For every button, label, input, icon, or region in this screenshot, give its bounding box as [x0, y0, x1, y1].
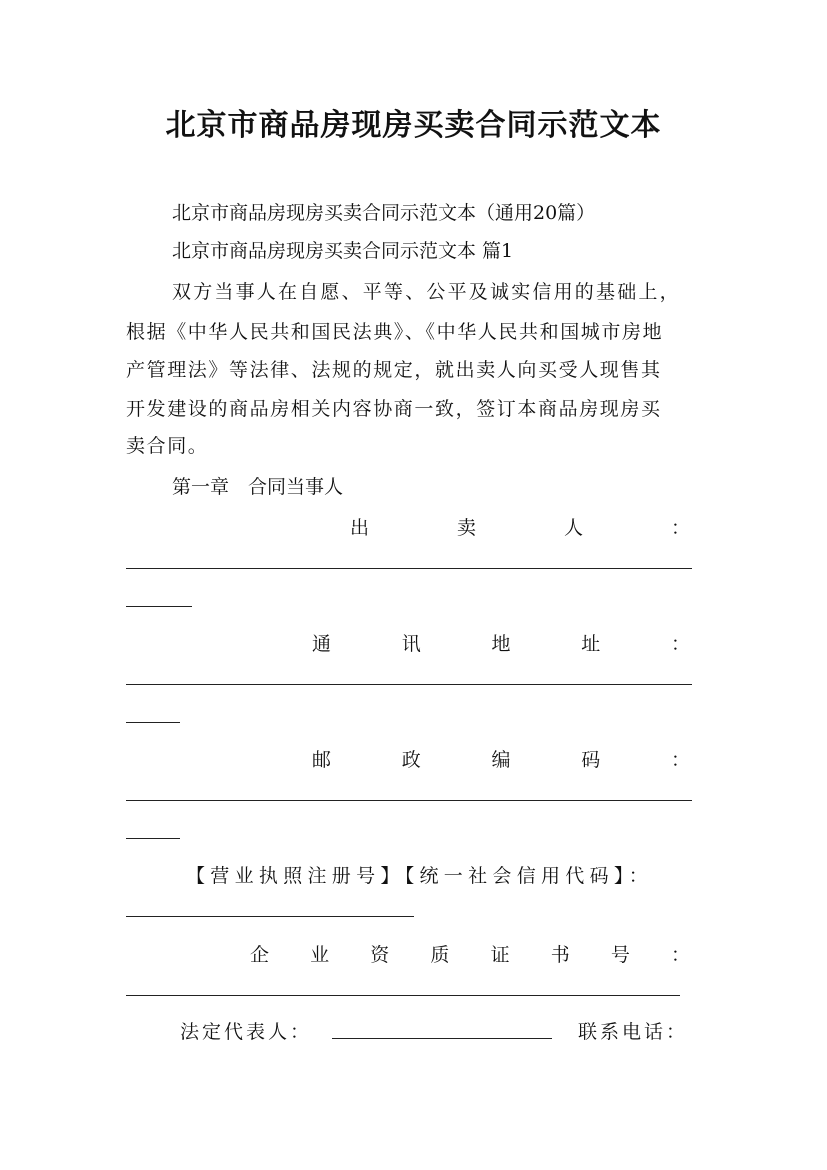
postcode-label [312, 745, 690, 772]
intro-line-2: 根据《中华人民共和国民法典》、《中华人民共和国城市房地 [126, 321, 664, 343]
intro-line-4: 开发建设的商品房相关内容协商一致，签订本商品房现房买 [126, 398, 662, 420]
intro-line-3: 产管理法》等法律、法规的规定，就出卖人向买受人现售其 [126, 359, 662, 381]
seller-blank-line-1 [126, 568, 692, 569]
qualification-blank-line [126, 995, 680, 996]
address-colon: ： [670, 633, 690, 655]
seller-char-2: 卖 [456, 517, 476, 539]
qualification-colon: ： [670, 944, 690, 966]
address-char-1: 通 [312, 633, 332, 655]
qualification-char-5: 证 [490, 944, 510, 966]
qualification-char-6: 书 [550, 944, 570, 966]
address-label [312, 629, 690, 656]
seller-colon: ： [670, 517, 690, 539]
seller-char-1: 出 [350, 517, 370, 539]
qualification-char-7: 号 [610, 944, 630, 966]
qualification-char-4: 质 [430, 944, 450, 966]
license-label: 【营业执照注册号】【统一社会信用代码】： [186, 865, 654, 887]
document-title: 北京市商品房现房买卖合同示范文本 [165, 108, 662, 143]
qualification-char-3: 资 [370, 944, 390, 966]
seller-blank-line-2 [126, 606, 192, 607]
postcode-char-1: 邮 [312, 749, 332, 771]
address-blank-line-2 [126, 722, 180, 723]
qualification-char-1: 企 [250, 944, 270, 966]
postcode-char-2: 政 [401, 749, 421, 771]
postcode-blank-line-1 [126, 800, 692, 801]
address-char-2: 讯 [401, 633, 421, 655]
seller-char-3: 人 [563, 517, 583, 539]
intro-line-5: 卖合同。 [126, 435, 209, 457]
part-heading: 北京市商品房现房买卖合同示范文本 篇1 [172, 240, 514, 262]
license-blank-line [126, 916, 414, 917]
postcode-colon: ： [670, 749, 690, 771]
phone-label: 联系电话： [578, 1021, 689, 1043]
intro-line-1: 双方当事人在自愿、平等、公平及诚实信用的基础上， [172, 281, 681, 303]
legal-rep-blank-line [332, 1038, 552, 1039]
postcode-char-3: 编 [491, 749, 511, 771]
address-char-3: 地 [491, 633, 511, 655]
address-blank-line-1 [126, 684, 692, 685]
chapter-heading: 第一章 合同当事人 [172, 476, 344, 498]
postcode-blank-line-2 [126, 838, 180, 839]
document-subtitle: 北京市商品房现房买卖合同示范文本（通用20篇） [172, 202, 596, 224]
seller-label [350, 513, 690, 540]
qualification-char-2: 业 [310, 944, 330, 966]
qualification-label [250, 940, 690, 967]
postcode-char-4: 码 [581, 749, 601, 771]
legal-rep-label: 法定代表人： [180, 1021, 313, 1043]
address-char-4: 址 [581, 633, 601, 655]
